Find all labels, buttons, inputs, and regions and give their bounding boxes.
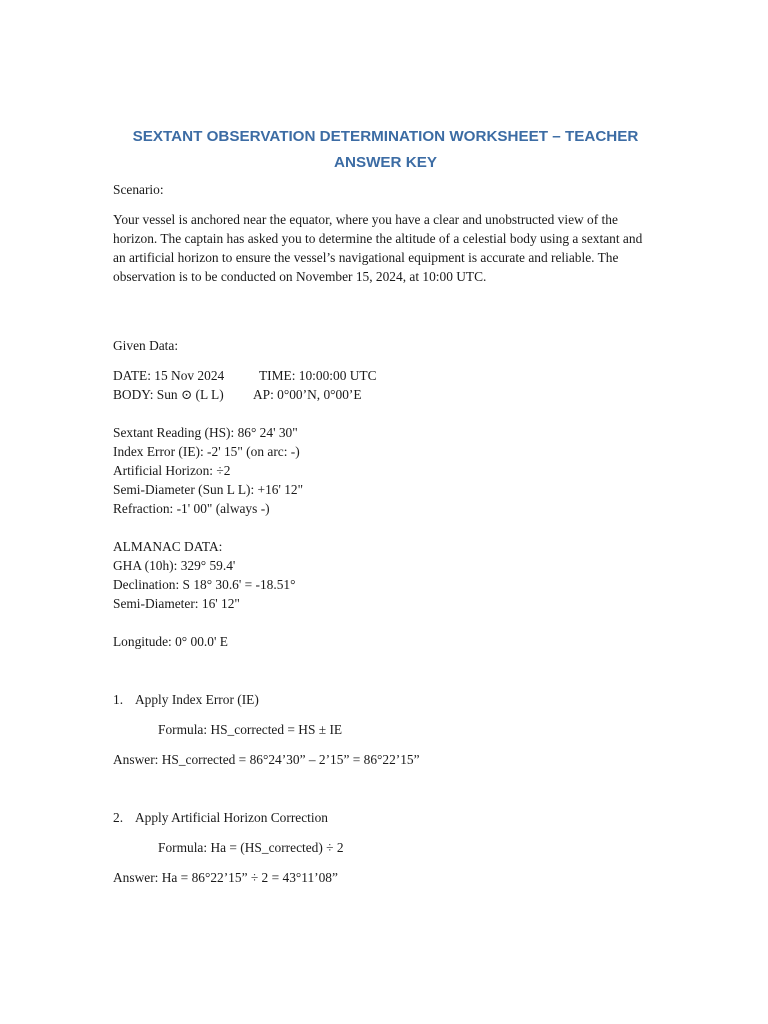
- almanac-label: ALMANAC DATA:: [113, 539, 223, 554]
- scenario-text: Your vessel is anchored near the equator, where you have a clear and unobstructed view of the horizon. The captain has asked you to determine the altitude of a celestial body using a sextant and an artificial horizon to ensure the vessel’s navigational equipment is accurate and reliable. The observation is to be conducted on November 15, 2024, at 10:00 UTC.: [113, 212, 643, 284]
- almanac-data: [113, 537, 658, 613]
- step-1: [113, 690, 658, 769]
- page-title: SEXTANT OBSERVATION DETERMINATION WORKSHEET – TEACHER ANSWER KEY: [132, 128, 639, 171]
- step-number: 1.: [113, 692, 124, 707]
- date-field: DATE: 15 Nov 2024: [113, 368, 225, 383]
- step-title: Apply Index Error (IE): [135, 692, 259, 707]
- sextant-readings: [113, 423, 658, 518]
- step-number: 2.: [113, 810, 124, 825]
- step-2: [113, 808, 658, 887]
- index-error: Index Error (IE): -2' 15" (on arc: -): [113, 444, 300, 459]
- step-answer: Answer: HS_corrected = 86°24’30” – 2’15” = 86°22’15”: [113, 752, 420, 767]
- longitude: Longitude: 0° 00.0' E: [113, 634, 228, 649]
- given-data-block: [113, 366, 658, 404]
- refraction: Refraction: -1' 00" (always -): [113, 501, 270, 516]
- artificial-horizon: Artificial Horizon: ÷2: [113, 463, 231, 478]
- sextant-reading: Sextant Reading (HS): 86° 24' 30": [113, 425, 298, 440]
- step-heading: [113, 808, 658, 827]
- almanac-gha: GHA (10h): 329° 59.4': [113, 558, 236, 573]
- step-formula: Formula: Ha = (HS_corrected) ÷ 2: [158, 840, 344, 855]
- scenario-label: Scenario:: [113, 182, 164, 197]
- step-answer: Answer: Ha = 86°22’15” ÷ 2 = 43°11’08”: [113, 870, 338, 885]
- step-heading: [113, 690, 658, 709]
- ap-field: AP: 0°00’N, 0°00’E: [253, 387, 362, 402]
- step-formula: Formula: HS_corrected = HS ± IE: [158, 722, 343, 737]
- worksheet-page: [113, 124, 658, 887]
- given-data-label: Given Data:: [113, 338, 179, 353]
- time-field: TIME: 10:00:00 UTC: [259, 368, 377, 383]
- body-field: BODY: Sun ⊙ (L L): [113, 387, 224, 402]
- almanac-semi-diameter: Semi-Diameter: 16' 12": [113, 596, 240, 611]
- almanac-declination: Declination: S 18° 30.6' = -18.51°: [113, 577, 296, 592]
- step-title: Apply Artificial Horizon Correction: [135, 810, 328, 825]
- semi-diameter: Semi-Diameter (Sun L L): +16' 12": [113, 482, 304, 497]
